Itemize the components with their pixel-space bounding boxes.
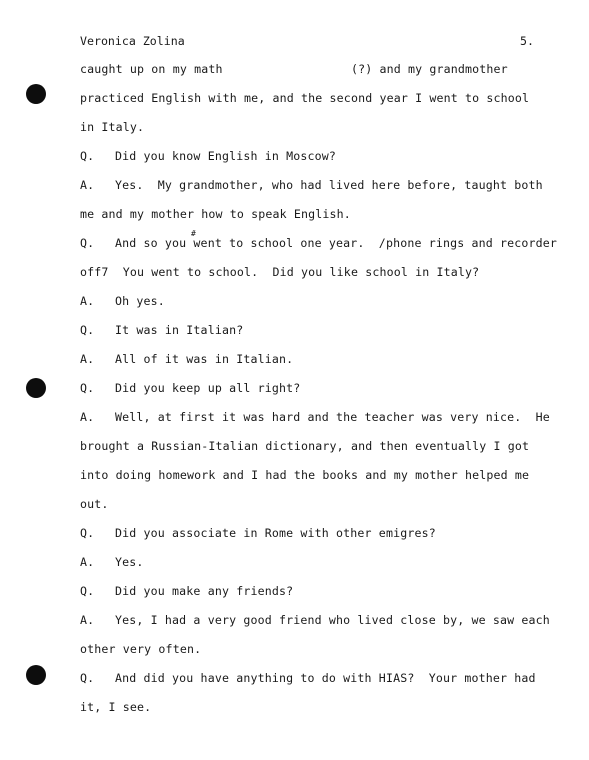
transcript-line: [80, 700, 151, 714]
transcript-line: [80, 381, 300, 395]
transcript-line: [80, 671, 536, 685]
punch-hole: [26, 378, 46, 398]
line-text: Well, at first it was hard and the teacher was very nice. He: [115, 410, 550, 424]
line-text: off7 You went to school. Did you like school in Italy?: [80, 265, 480, 279]
speaker-label: A.: [80, 352, 95, 366]
transcript-line: [80, 149, 336, 163]
speaker-label: A.: [80, 555, 95, 569]
transcript-line: [80, 468, 529, 482]
line-text: out.: [80, 497, 109, 511]
line-text: Did you keep up all right?: [115, 381, 301, 395]
speaker-label: Q.: [80, 526, 95, 540]
line-text: Yes. My grandmother, who had lived here before, taught both: [115, 178, 543, 192]
speaker-label: A.: [80, 178, 95, 192]
line-text: into doing homework and I had the books and my mother helped me: [80, 468, 530, 482]
transcript-line: [80, 410, 550, 424]
speaker-label: Q.: [80, 584, 95, 598]
transcript-line: [80, 91, 529, 105]
transcript-line: [80, 555, 144, 569]
transcript-line: [80, 207, 351, 221]
transcript-line: [80, 265, 479, 279]
transcript-line: [80, 323, 243, 337]
line-text: Did you know English in Moscow?: [115, 149, 337, 163]
line-text: All of it was in Italian.: [115, 352, 294, 366]
speaker-label: Q.: [80, 323, 95, 337]
line-text: it, I see.: [80, 700, 152, 714]
line-text: Yes, I had a very good friend who lived close by, we saw each: [115, 613, 550, 627]
speaker-label: Q.: [80, 381, 95, 395]
transcript-line: [80, 526, 436, 540]
line-text: practiced English with me, and the second year I went to school: [80, 91, 530, 105]
speaker-label: Q.: [80, 236, 95, 250]
transcript-line: [80, 584, 293, 598]
transcript-line: [80, 642, 201, 656]
transcript-line: [80, 294, 165, 308]
line-text: in Italy.: [80, 120, 145, 134]
line-text: Yes.: [115, 555, 144, 569]
transcript-line: [80, 236, 557, 250]
transcript-line: [80, 120, 144, 134]
speaker-label: A.: [80, 410, 95, 424]
transcript-line: [80, 352, 293, 366]
transcript-line: [80, 62, 508, 76]
transcript-line: [80, 497, 109, 511]
transcript-line: [80, 178, 543, 192]
line-text: Oh yes.: [115, 294, 165, 308]
punch-hole: [26, 665, 46, 685]
punch-hole: [26, 84, 46, 104]
page-number: 5.: [520, 34, 534, 48]
line-text: And so you went to school one year. /phone rings and recorder: [115, 236, 558, 250]
transcript-line: [80, 439, 529, 453]
line-text: brought a Russian-Italian dictionary, and then eventually I got: [80, 439, 530, 453]
line-text: It was in Italian?: [115, 323, 244, 337]
speaker-label: Q.: [80, 671, 95, 685]
speaker-label: A.: [80, 613, 95, 627]
line-text: caught up on my math (?) and my grandmother: [80, 62, 508, 76]
line-text: And did you have anything to do with HIAS? Your mother had: [115, 671, 536, 685]
line-text: other very often.: [80, 642, 202, 656]
interviewee-name: Veronica Zolina: [80, 34, 185, 48]
line-text: Did you make any friends?: [115, 584, 294, 598]
transcript-line: [80, 613, 550, 627]
line-text: Did you associate in Rome with other emigres?: [115, 526, 436, 540]
line-text: me and my mother how to speak English.: [80, 207, 351, 221]
speaker-label: A.: [80, 294, 95, 308]
speaker-label: Q.: [80, 149, 95, 163]
handwritten-annotation: #: [191, 229, 196, 238]
